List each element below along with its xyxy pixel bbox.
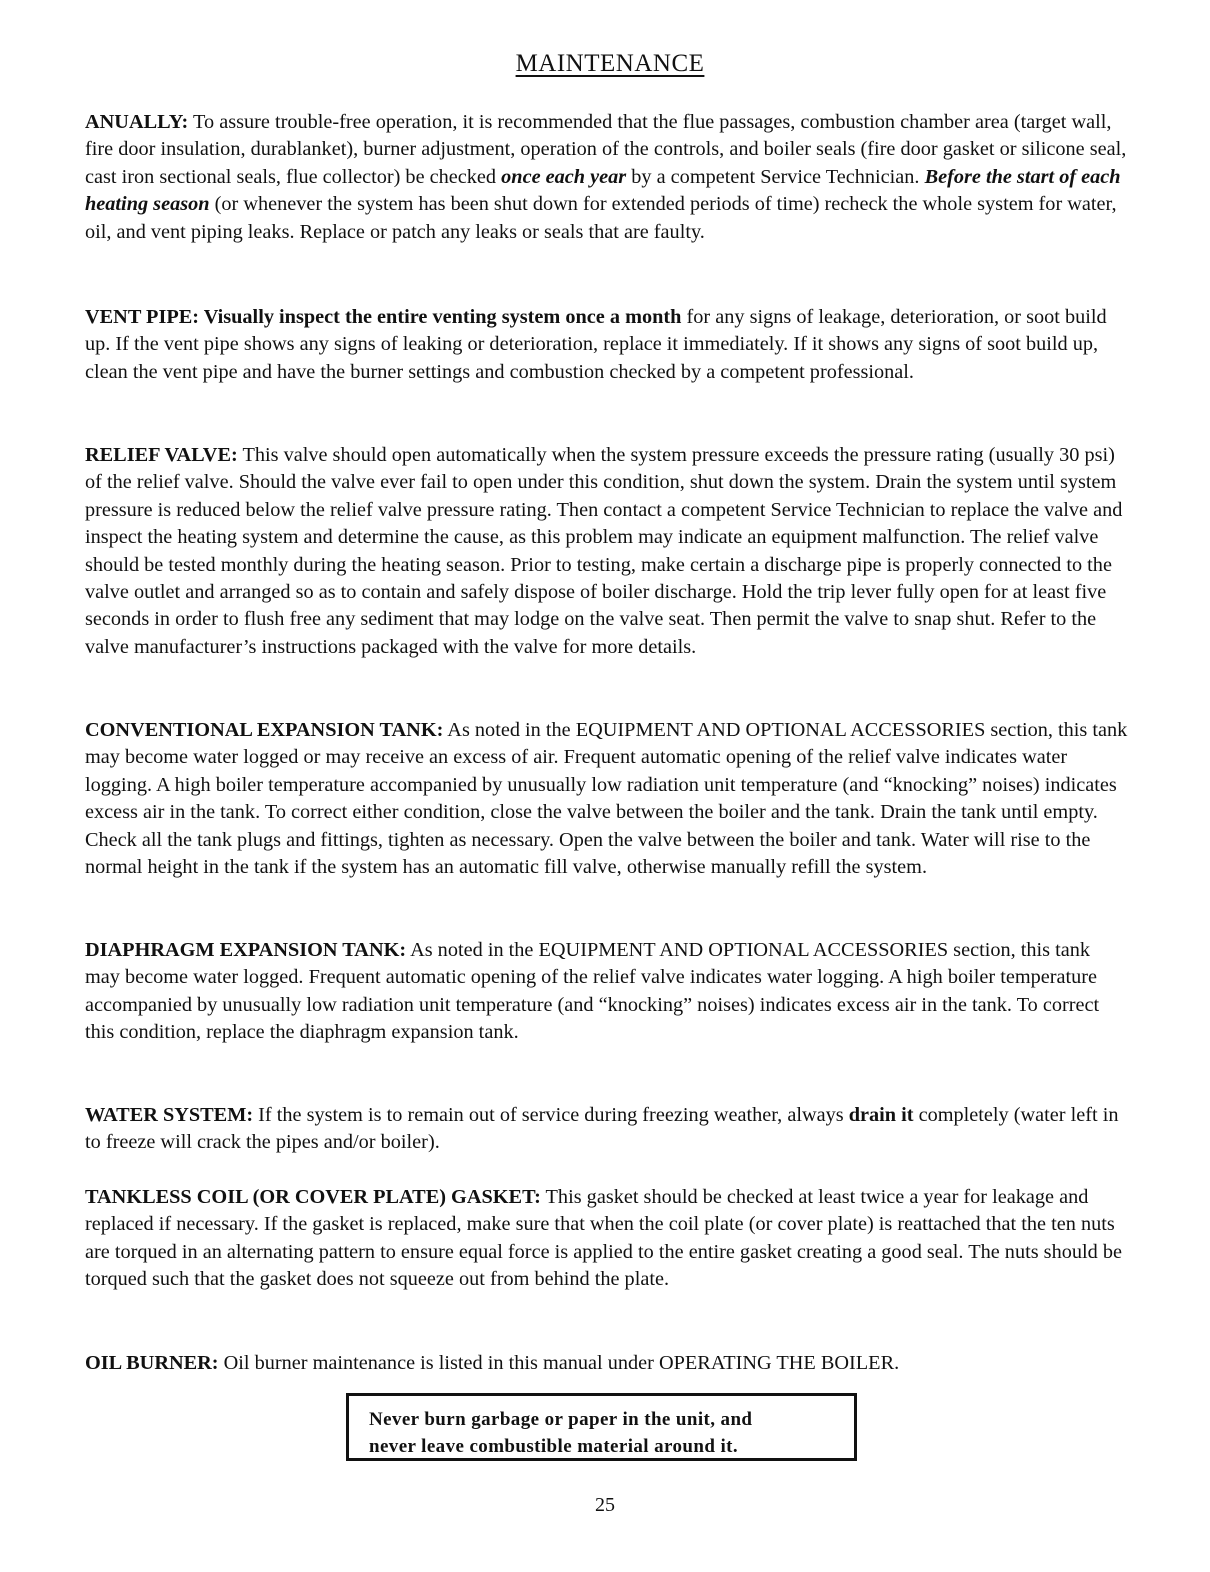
section-heading: CONVENTIONAL EXPANSION TANK: <box>85 719 444 741</box>
section-text: This gasket should be checked at least twice a year for leakage and replaced if necessary. If the gasket is replaced, make sure that when the coil plate (or cover plate) is reattached that the ten nuts are torqued in an alternating pattern to ensure equal force is applied to the entire gasket creating a good seal. The nuts should be torqued such that the gasket does not squeeze out from behind the plate. <box>85 1186 1122 1291</box>
section-relief-valve <box>85 442 1130 661</box>
section-conventional-tank <box>85 717 1130 881</box>
section-heading: VENT PIPE: <box>85 306 200 328</box>
section-heading: DIAPHRAGM EXPANSION TANK: <box>85 939 407 961</box>
section-heading: ANUALLY: <box>85 111 189 133</box>
section-diaphragm-tank <box>85 937 1130 1047</box>
emphasis-text: Before the start of each heating season <box>85 165 1121 216</box>
section-text: Oil burner maintenance is listed in this manual under OPERATING THE BOILER. <box>218 1352 900 1374</box>
section-heading: RELIEF VALVE: <box>85 444 238 466</box>
warning-line: never leave combustible material around it. <box>369 1436 739 1457</box>
section-tankless-coil <box>85 1184 1130 1294</box>
section-text: As noted in the EQUIPMENT AND OPTIONAL ACCESSORIES section, this tank may become water logged or may receive an excess of air. Frequent automatic opening of the relief valve indicates water logging. A high boiler temperature accompanied by unusually low radiation unit temperature (and “knocking” noises) indicates excess air in the tank. To correct either condition, close the valve between the boiler and the tank. Drain the tank until empty. Check all the tank plugs and fittings, tighten as necessary. Open the valve between the boiler and tank. Water will rise to the normal height in the tank if the system has an automatic fill valve, otherwise manually refill the system. <box>85 719 1128 879</box>
section-annually <box>85 109 1130 246</box>
section-text: If the system is to remain out of service during freezing weather, always <box>253 1104 849 1126</box>
bold-text: Visually inspect the entire venting system once a month <box>199 306 682 328</box>
page-number: 25 <box>595 1494 615 1516</box>
section-text: by a competent Service Technician. <box>626 165 925 188</box>
section-text: (or whenever the system has been shut down for extended periods of time) recheck the whole system for water, oil, and vent piping leaks. Replace or patch any leaks or seals that are faulty. <box>85 193 1117 243</box>
bold-text: drain it <box>848 1104 914 1126</box>
section-heading: OIL BURNER: <box>85 1352 219 1374</box>
section-text: This valve should open automatically when the system pressure exceeds the pressure rating (usually 30 psi) of the relief valve. Should the valve ever fail to open under this condition, shut down the system. Drain the system until system pressure is reduced below the relief valve pressure rating. Then contact a competent Service Technician to replace the valve and inspect the heating system and determine the cause, as this problem may indicate an equipment malfunction. The relief valve should be tested monthly during the heating season. Prior to testing, make certain a discharge pipe is properly connected to the valve outlet and arranged so as to contain and safely dispose of boiler discharge. Hold the trip lever fully open for at least five seconds in order to flush free any sediment that may lodge on the valve seat. Then permit the valve to snap shut. Refer to the valve manufacturer’s instructions packaged with the valve for more details. <box>85 444 1123 658</box>
section-heading: TANKLESS COIL (OR COVER PLATE) GASKET: <box>85 1186 541 1208</box>
section-text: As noted in the EQUIPMENT AND OPTIONAL ACCESSORIES section, this tank may become water logged. Frequent automatic opening of the relief valve indicates water logging. A high boiler temperature accompanied by unusually low radiation unit temperature (and “knocking” noises) indicates excess air in the tank. To correct this condition, replace the diaphragm expansion tank. <box>85 939 1100 1044</box>
section-water-system <box>85 1102 1130 1157</box>
warning-line: Never burn garbage or paper in the unit, and <box>369 1409 753 1430</box>
section-text: for any signs of leakage, deterioration, or soot build up. If the vent pipe shows any signs of leaking or deterioration, replace it immediately. If it shows any signs of soot build up, clean the vent pipe and have the burner settings and combustion checked by a competent professional. <box>85 306 1107 383</box>
section-text: completely (water left in to freeze will crack the pipes and/or boiler). <box>85 1104 1119 1154</box>
emphasis-text: once each year <box>501 165 627 188</box>
section-text: To assure trouble-free operation, it is recommended that the flue passages, combustion chamber area (target wall, fire door insulation, durablanket), burner adjustment, operation of the controls, and boiler seals (fire door gasket or silicone seal, cast iron sectional seals, flue collector) be checked <box>85 111 1127 188</box>
section-vent-pipe <box>85 304 1130 386</box>
warning-box <box>346 1393 857 1461</box>
section-oil-burner <box>85 1350 1130 1377</box>
section-heading: WATER SYSTEM: <box>85 1104 254 1126</box>
page-title: MAINTENANCE <box>515 50 705 77</box>
